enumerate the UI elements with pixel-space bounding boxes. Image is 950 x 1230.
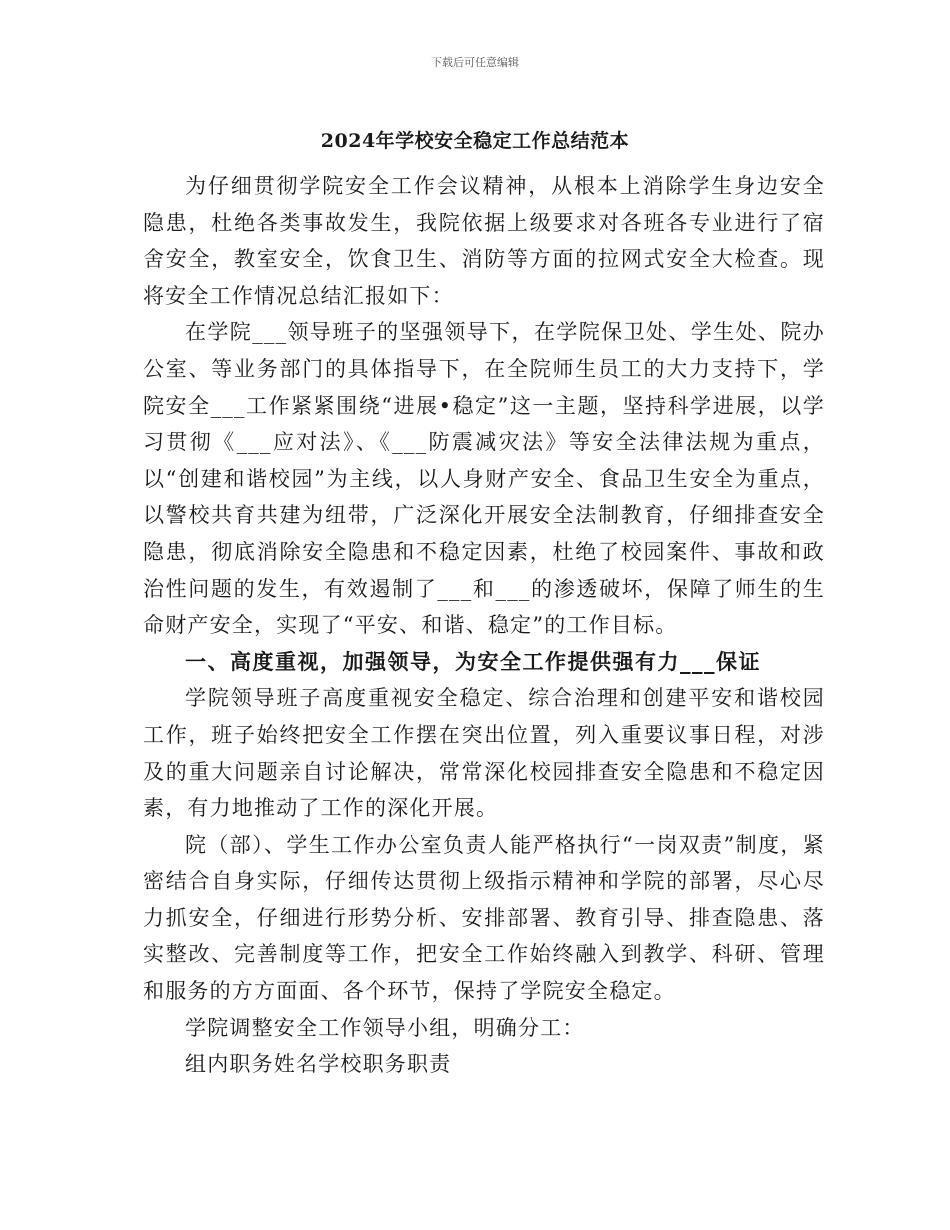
table-header-line: 组内职务姓名学校职务职责: [185, 1052, 452, 1077]
section-heading-1: 一、高度重视，加强领导，为安全工作提供强有力___保证: [185, 648, 761, 674]
document-body: [143, 168, 825, 1083]
document-title: 2024年学校安全稳定工作总结范本: [320, 130, 630, 152]
team-paragraph: 学院调整安全工作领导小组，明确分工：: [185, 1015, 585, 1040]
overview-paragraph: 在学院___领导班子的坚强领导下，在学院保卫处、学生处、院办公室、等业务部门的具体指导下，在全院师生员工的大力支持下，学院安全___工作紧紧围绕“进展•稳定”这一主题，坚持科学进展，以学习贯彻《___应对法》、《___防震减灾法》等安全法律法规为重点，以“创建和谐校园”为主线，以人身财产安全、食品卫生安全为重点，以警校共育共建为纽带，广泛深化开展安全法制教育，仔细排查安全隐患，彻底消除安全隐患和不稳定因素，杜绝了校园案件、事故和政治性问题的发生，有效遏制了___和___的渗透破坏，保障了师生的生命财产安全，实现了“平安、和谐、稳定”的工作目标。: [143, 320, 825, 638]
intro-paragraph: 为仔细贯彻学院安全工作会议精神，从根本上消除学生身边安全隐患，杜绝各类事故发生，我院依据上级要求对各班各专业进行了宿舍安全，教室安全，饮食卫生、消防等方面的拉网式安全大检查。现将安全工作情况总结汇报如下：: [143, 174, 825, 308]
leadership-paragraph: 学院领导班子高度重视安全稳定、综合治理和创建平安和谐校园工作，班子始终把安全工作摆在突出位置，列入重要议事日程，对涉及的重大问题亲自讨论解决，常常深化校园排查安全隐患和不稳定因素，有力地推动了工作的深化开展。: [143, 686, 825, 821]
header-note: 下载后可任意编辑: [431, 56, 519, 69]
responsibility-paragraph: 院（部）、学生工作办公室负责人能严格执行“一岗双责”制度，紧密结合自身实际，仔细传达贯彻上级指示精神和学院的部署，尽心尽力抓安全，仔细进行形势分析、安排部署、教育引导、排查隐患、落实整改、完善制度等工作，把安全工作始终融入到教学、科研、管理和服务的方方面面、各个环节，保持了学院安全稳定。: [143, 832, 825, 1004]
